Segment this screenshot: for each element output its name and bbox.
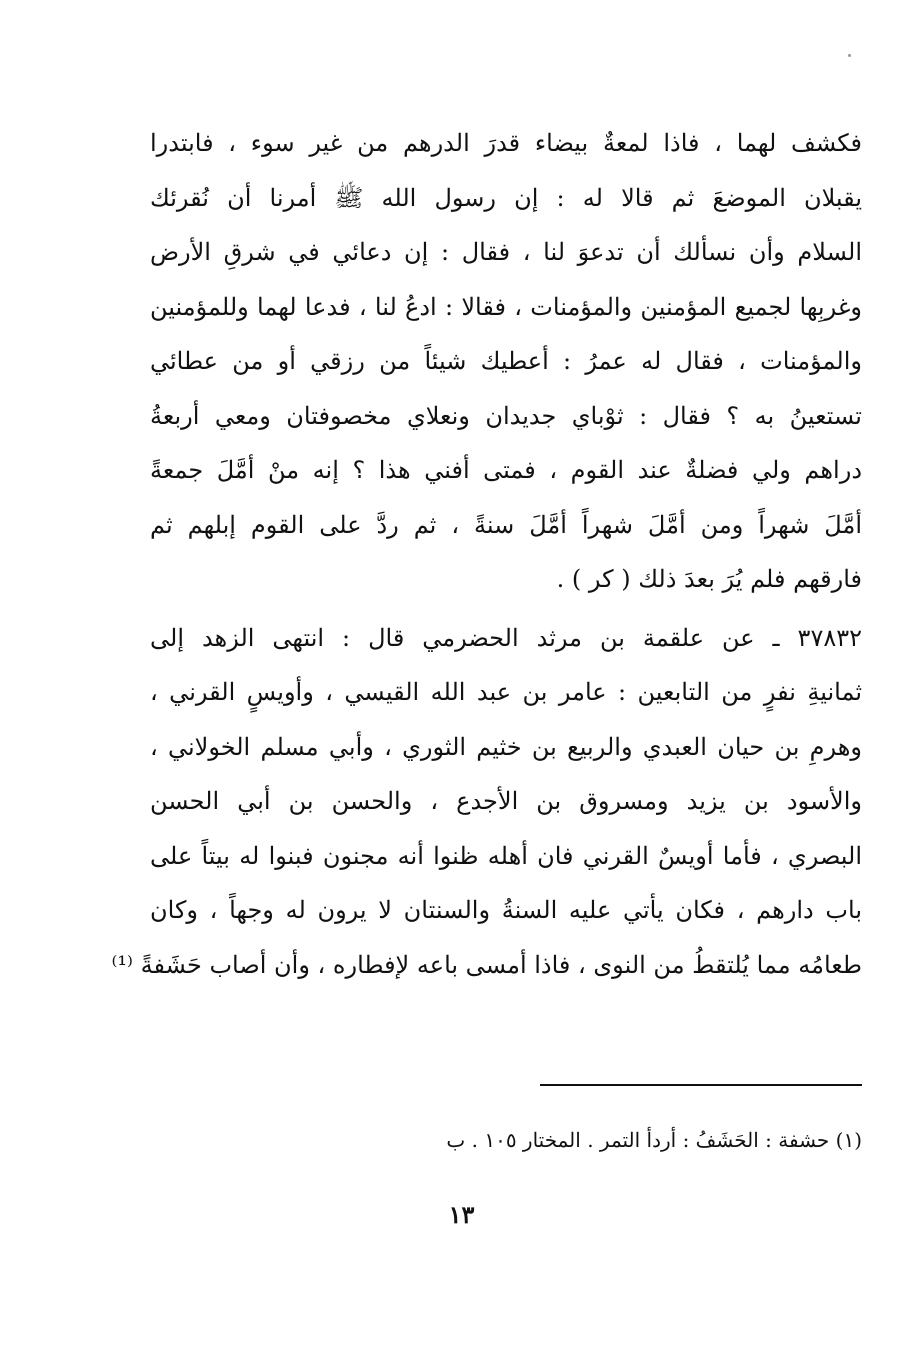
text-line-6: تستعينُ به ؟ فقال : ثوْباي جديدان ونعلاي مخصوفتان ومعي أربعةُ [150, 401, 862, 430]
text-line-16: طعامُه مما يُلتقطُ من النوى ، فاذا أمسى باعه لإفطاره ، وأن أصاب حَشَفةً ⁽¹⁾ [111, 950, 862, 979]
page-number: ١٣ [448, 1200, 475, 1229]
text-line-13: والأسود بن يزيد ومسروق بن الأجدع ، والحسن بن أبي الحسن [150, 787, 862, 815]
footnote: (١) حشفة : الحَشَفُ : أردأ التمر . المختار ١٠٥ . ب [446, 1128, 862, 1152]
text-line-11: ثمانيةِ نفرٍ من التابعين : عامر بن عبد الله القيسي ، وأويسٍ القرني ، [150, 678, 863, 706]
text-line-2: يقبلان الموضعَ ثم قالا له : إن رسول الله ﷺ أمرنا أن نُقرئك [150, 183, 862, 212]
text-line-4: وغربِها لجميع المؤمنين والمؤمنات ، فقالا : ادعُ لنا ، فدعا لهما وللمؤمنين [150, 292, 862, 321]
text-line-5: والمؤمنات ، فقال له عمرُ : أعطيك شيئاً من رزقي أو من عطائي [150, 347, 862, 375]
text-line-7: دراهم ولي فضلةٌ عند القوم ، فمتى أفني هذا ؟ إنه منْ أمَّلَ جمعةً [150, 456, 862, 484]
text-line-14: البصري ، فأما أويسٌ القرني فان أهله ظنوا أنه مجنون فبنوا له بيتاً على [150, 841, 862, 870]
text-line-12: وهرمِ بن حيان العبدي والربيع بن خثيم الثوري ، وأبي مسلم الخولاني ، [150, 732, 862, 761]
text-line-3: السلام وأن نسألك أن تدعوَ لنا ، فقال : إن دعائي في شرقِ الأرض [150, 238, 862, 266]
text-line-8: أمَّلَ شهراً ومن أمَّلَ شهراً أمَّلَ سنةً ، ثم ردَّ على القوم إبلهم ثم [150, 510, 862, 539]
main-text [111, 116, 863, 992]
text-line-10: ٣٧٨٣٢ ـ عن علقمة بن مرثد الحضرمي قال : انتهى الزهد إلى [150, 623, 862, 652]
text-line-9: فارقهم فلم يُرَ بعدَ ذلك ( كر ) . [556, 565, 862, 593]
text-line-15: باب دارهم ، فكان يأتي عليه السنةُ والسنتان لا يرون له وجهاً ، وكان [150, 896, 862, 924]
footnote-divider [540, 1084, 862, 1086]
scan-speck [848, 54, 851, 57]
text-line-1: فكشف لهما ، فاذا لمعةٌ بيضاء قدرَ الدرهم من غير سوء ، فابتدرا [150, 129, 862, 157]
